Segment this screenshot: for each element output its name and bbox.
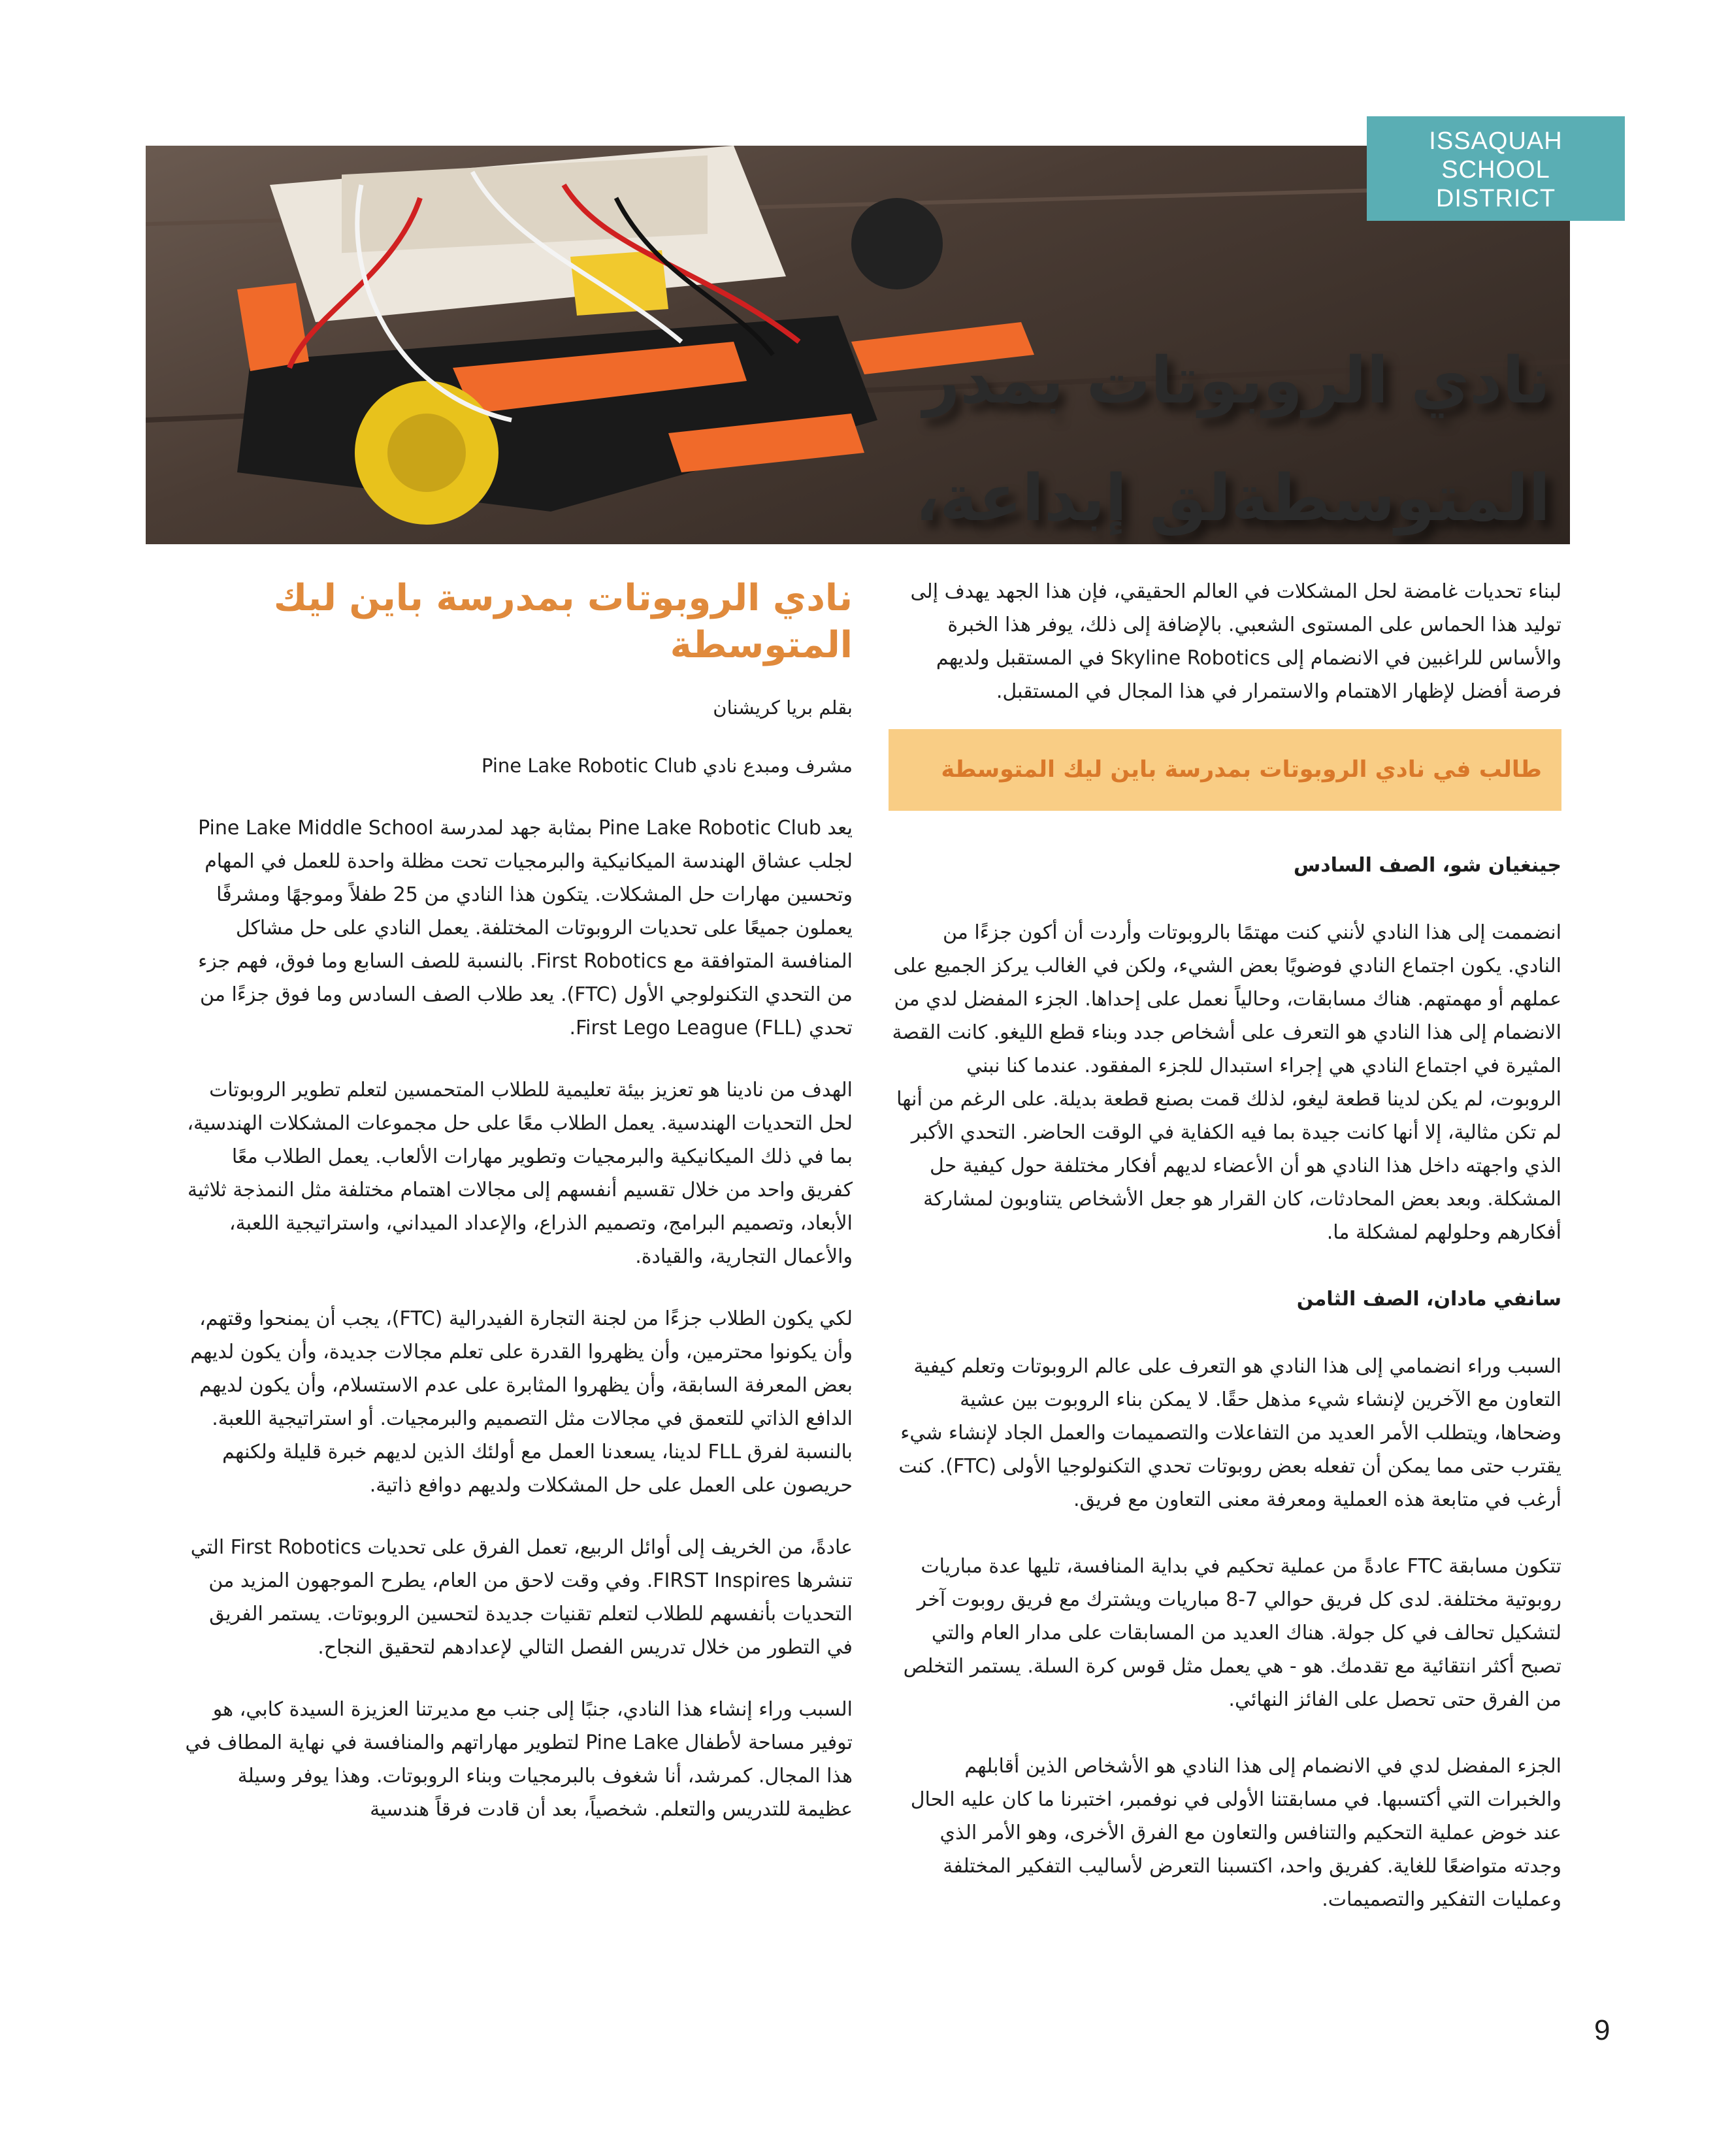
hero-headline-line: المتوسطةلق إبداعة، [915,461,1550,536]
article-paragraph: الهدف من نادينا هو تعزيز بيئة تعليمية للطلاب المتحمسين لتعلم تطوير الروبوتات لحل التحديات الهندسية. يعمل الطلاب معًا على حل مجموعات المشكلات الهندسية، بما في ذلك الميكانيكية والبرمجيات وتطوير مهارات الألعاب. يعمل الطلاب معًا كفريق واحد من خلال تقسيم أنفسهم إلى مجالات اهتمام مختلفة مثل النمذجة ثلاثية الأبعاد، وتصميم البرامج، وتصميم الذراع، والإعداد الميداني، واستراتيجية اللعبة، والأعمال التجارية، والقيادة. [187,1079,853,1268]
hero-image [146,146,1570,544]
article-paragraph: لكي يكون الطلاب جزءًا من لجنة التجارة الفيدرالية (FTC)، يجب أن يمنحوا وقتهم، وأن يكونوا محترمين، وأن يظهروا القدرة على تعلم مجالات جديدة، وأن يكون لديهم بعض المعرفة السابقة، وأن يظهروا المثابرة على عدم الاستسلام، وأن يكون لديهم الدافع الذاتي للتعمق في مجالات مثل التصميم والبرمجيات. أو استراتيجية اللعبة. بالنسبة لفرق FLL لدينا، يسعدنا العمل مع أولئك الذين لديهم خبرة قليلة ولكنهم حريصون على العمل على حل المشكلات ولديهم دوافع ذاتية. [190,1307,853,1497]
hero-headline [864,322,1550,544]
student-name: سانفي مادان، الصف الثامن [1296,1288,1561,1311]
student-quote: انضممت إلى هذا النادي لأنني كنت مهتمًا بالروبوتات وأردت أن أكون جزءًا من النادي. يكون اجتماع النادي فوضويًا بعض الشيء، ولكن في الغالب يركز الجميع على عملهم أو مهمتهم. هناك مسابقات، وحالياً نعمل على إحداها. الجزء المفضل لدي من الانضمام إلى هذا النادي هو التعرف على أشخاص جدد وبناء قطع الليغو. كانت القصة المثيرة في اجتماع النادي هي إجراء استبدال للجزء المفقود. عندما كنا نبني الروبوت، لم يكن لدينا قطعة ليغو، لذلك قمت بصنع قطعة بديلة. على الرغم من أنها لم تكن مثالية، إلا أنها كانت جيدة بما فيه الكفاية في الوقت الحاضر. التحدي الأكبر الذي واجهته داخل هذا النادي هو أن الأعضاء لديهم أفكار مختلفة حول كيفية حل المشكلة. وبعد بعض المحادثات، كان القرار هو جعل الأشخاص يتناوبون لمشاركة أفكارهم وحلولهم لمشكلة ما. [892,921,1561,1244]
article-title: نادي الروبوتات بمدرسة باين ليك المتوسطة [273,577,853,666]
article-column [180,575,853,1855]
article-paragraph: عادةً، من الخريف إلى أوائل الربيع، تعمل الفرق على تحديات First Robotics التي تنشرها FIRST Inspires. وفي وقت لاحق من العام، يطرح الموجهون المزيد من التحديات بأنفسهم للطلاب لتعلم تقنيات جديدة لتحسين الروبوتات. يستمر الفريق في التطور من خلال تدريس الفصل التالي لإعدادهم لتحقيق النجاح. [190,1536,853,1659]
badge-line: SCHOOL [1441,156,1550,184]
article-paragraph: السبب وراء إنشاء هذا النادي، جنبًا إلى جنب مع مديرتنا العزيزة السيدة كابي، هو توفير مساحة لأطفال Pine Lake لتطوير مهاراتهم والمنافسة في نهاية المطاف في هذا المجال. كمرشد، أنا شغوف بالبرمجيات وبناء الروبوتات. وهذا يوفر وسيلة عظيمة للتدريس والتعلم. شخصياً، بعد أن قادت فرقاً هندسية [185,1698,853,1821]
highlight-heading: طالب في نادي الروبوتات بمدرسة باين ليك المتوسطة [941,757,1542,783]
student-quote: السبب وراء انضمامي إلى هذا النادي هو التعرف على عالم الروبوتات وتعلم كيفية التعاون مع الآخرين لإنشاء شيء مذهل حقًا. لا يمكن بناء الروبوت بين عشية وضحاها، ويتطلب الأمر العديد من التفاعلات والتصميمات والعمل الجاد لإنشاء شيء يقترب حتى مما يمكن أن تفعله بعض روبوتات تحدي التكنولوجيا الأولى (FTC). كنت أرغب في متابعة هذه العملية ومعرفة معنى التعاون مع فريق. [898,1355,1561,1511]
badge-line: ISSAQUAH [1429,127,1563,155]
badge-line: DISTRICT [1435,185,1556,212]
intro-paragraph: لبناء تحديات غامضة لحل المشكلات في العالم الحقيقي، فإن هذا الجهد يهدف إلى توليد هذا الحماس على المستوى الشعبي. بالإضافة إلى ذلك، يوفر هذا الخبرة والأساس للراغبين في الانضمام إلى Skyline Robotics في المستقبل ولديهم فرصة أفضل لإظهار الاهتمام والاستمرار في هذا المجال في المستقبل. [910,580,1561,703]
student-quote: تتكون مسابقة FTC عادةً من عملية تحكيم في بداية المنافسة، تليها عدة مباريات روبوتية مختلفة. لدى كل فريق حوالي 7-8 مباريات ويشترك مع فريق روبوت آخر لتشكيل تحالف في كل جولة. هناك العديد من المسابقات على مدار العام والتي تصبح أكثر انتقائية مع تقدمك. هو - هي يعمل مثل قوس كرة السلة. يستمر التخلص من الفرق حتى تحصل على الفائز النهائي. [903,1555,1561,1711]
author-role: مشرف ومبدع نادي Pine Lake Robotic Club [482,755,853,777]
page-number: 9 [1594,2014,1610,2046]
district-badge [1367,116,1625,221]
highlight-box [889,729,1561,811]
student-column [889,575,1561,1950]
hero-headline-line: نادي الروبوتات بمدر [923,344,1550,418]
student-quote: الجزء المفضل لدي في الانضمام إلى هذا النادي هو الأشخاص الذين أقابلهم والخبرات التي أكتسبها. في مسابقتنا الأولى في نوفمبر، اختبرنا ما كان عليه الحال عند خوض عملية التحكيم والتنافس والتعاون مع الفرق الأخرى، وهو الأمر الذي وجدته متواضعًا للغاية. كفريق واحد، اكتسبنا التعرض لأساليب التفكير المختلفة وعمليات التفكير والتصميمات. [910,1755,1561,1911]
author-byline: بقلم بريا كريشنان [713,696,853,719]
student-name: جينغيان شو، الصف السادس [1293,854,1561,877]
article-paragraph: يعد Pine Lake Robotic Club بمثابة جهد لمدرسة Pine Lake Middle School لجلب عشاق الهندسة الميكانيكية والبرمجيات تحت مظلة واحدة للعمل في المهام وتحسين مهارات حل المشكلات. يتكون هذا النادي من 25 طفلاً وموجهًا ومشرفًا يعملون جميعًا على تحديات الروبوتات المختلفة. يعمل النادي على حل مشاكل المنافسة المتوافقة مع First Robotics. بالنسبة للصف السابع وما فوق، فهم جزء من التحدي التكنولوجي الأول (FTC). يعد طلاب الصف السادس وما فوق جزءًا من تحدي First Lego League (FLL). [198,817,853,1039]
